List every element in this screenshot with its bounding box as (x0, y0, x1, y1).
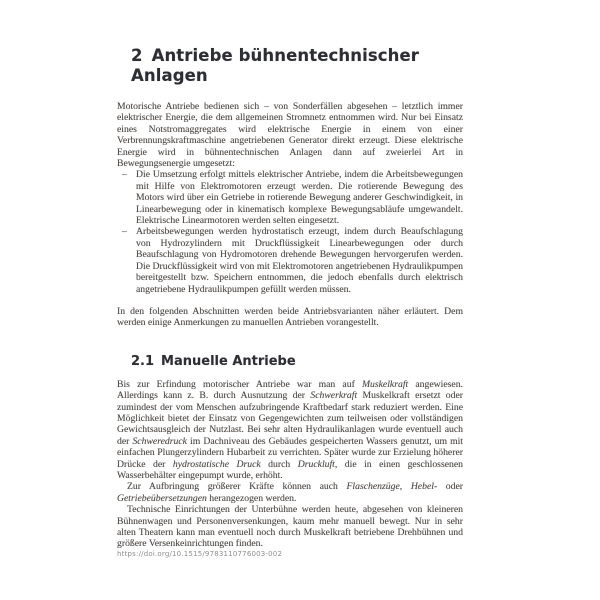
chapter-heading (131, 46, 463, 86)
section-number: 2.1 (131, 353, 155, 369)
section-heading (131, 354, 463, 370)
dash-marker: – (122, 169, 127, 181)
closing-paragraph: In den folgenden Abschnitten werden beide Antriebsvarianten näher erläutert. Dem werden einige Anmerkungen zu manuellen Antrieben vorangestellt. (117, 305, 463, 329)
list-item (117, 226, 463, 294)
chapter-title: Antriebe bühnentechnischer Anlagen (131, 46, 419, 85)
doi-footer: https://doi.org/10.1515/9783110776003-002 (117, 550, 283, 558)
section-paragraph: Zur Aufbringung größerer Kräfte können auch Flaschenzüge, Hebel- oder Getriebeübersetzungen herangezogen werden. (117, 481, 463, 504)
list-item-text: Arbeitsbewegungen werden hydrostatisch erzeugt, indem durch Beaufschlagung von Hydrozylindern mit Druckflüssigkeit Linearbewegungen oder durch Beaufschlagung von Hydromotoren drehende Bewegungen hervorgerufen werden. Die Druckflüssigkeit wird von mit Elektromotoren angetriebenen Hydraulikpumpen bereitgestellt bzw. Speichern entnommen, die jedoch ebenfalls durch elektrisch angetriebene Hydraulikpumpen gefüllt werden müssen. (136, 226, 463, 295)
bullet-list (117, 169, 463, 294)
section-paragraph: Technische Einrichtungen der Unterbühne werden heute, abgesehen von kleineren Bühnenwagen und Personenversenkungen, kaum mehr manuell bewegt. Nur in sehr alten Theatern kann man eventuell noch durch Muskelkraft betriebene Drehbühnen und größere Versenkeinrichtungen finden. (117, 504, 463, 550)
section-paragraph: Bis zur Erfindung motorischer Antriebe war man auf Muskelkraft angewiesen. Allerdings kann z. B. durch Ausnutzung der Schwerkraft Muskelkraft ersetzt oder zumindest der vom Menschen aufzubringende Kraftbedarf stark reduziert werden. Eine Möglichkeit bietet der Einsatz von Gegengewichten zum teilweisen oder vollständigen Gewichtsausgleich der Nutzlast. Bei sehr alten Hydraulikanlagen wurde eventuell auch der Schweredruck im Dachniveau des Gebäudes gespeicherten Wassers genutzt, um mit einfachen Plungerzylindern Hubarbeit zu verrichten. Später wurde zur Erzielung höherer Drücke der hydrostatische Druck durch Druckluft, die in einen geschlossenen Wasserbehälter eingepumpt wurde, erhöht. (117, 378, 463, 481)
section-title: Manuelle Antriebe (161, 353, 296, 369)
list-item-text: Die Umsetzung erfolgt mittels elektrischer Antriebe, indem die Arbeitsbewegungen mit Hilfe von Elektromotoren erzeugt werden. Die rotierende Bewegung des Motors wird über ein Getriebe in rotierende Bewegung anderer Geschwindigkeit, in Linearbewegung oder in kinematisch komplexe Bewegungsabläufe umgewandelt. Elektrische Linearmotoren werden selten eingesetzt. (136, 169, 463, 227)
list-item (117, 169, 463, 226)
chapter-number: 2 (131, 46, 143, 65)
page-content (117, 46, 463, 550)
intro-paragraph: Motorische Antriebe bedienen sich – von Sonderfällen abgesehen – letztlich immer elektrischer Energie, die dem allgemeinen Stromnetz entnommen wird. Nur bei Einsatz eines Notstromaggregates wird elektrische Energie in einem von einer Verbrennungskraftmaschine angetriebenen Generator direkt erzeugt. Diese elektrische Energie wird in bühnentechnischen Anlagen dann auf zweierlei Art in Bewegungsenergie umgesetzt: (117, 101, 463, 170)
dash-marker: – (122, 226, 127, 238)
